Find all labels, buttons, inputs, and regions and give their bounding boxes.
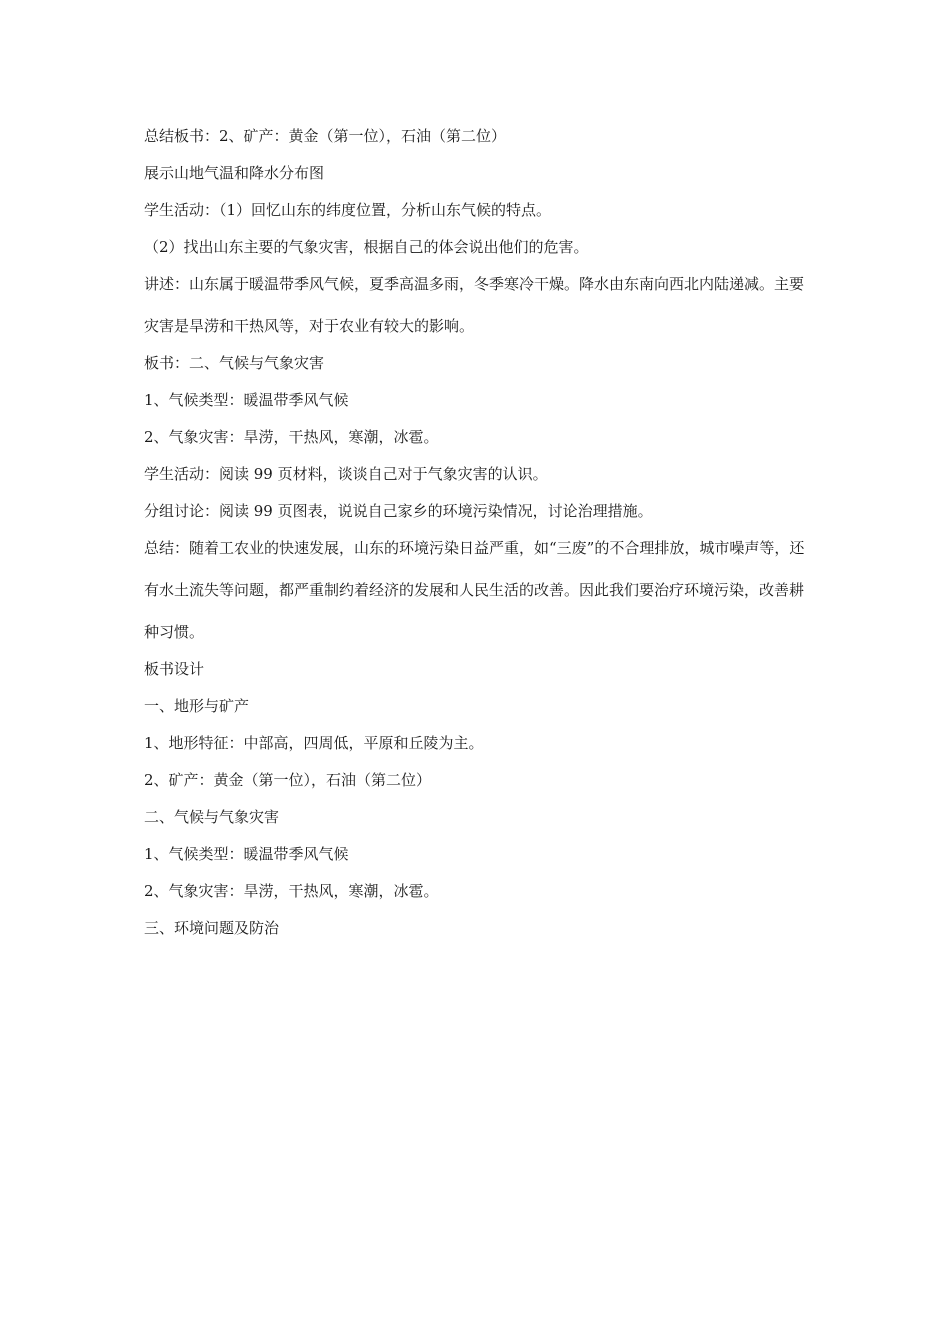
board-climate-heading: 板书：二、气候与气象灾害 (144, 354, 325, 372)
document-body (144, 122, 814, 951)
show-climate-map: 展示山地气温和降水分布图 (144, 164, 325, 182)
outline-climate-type: 1、气候类型：暖温带季风气候 (144, 845, 349, 863)
student-activity-1: 学生活动：（1）回忆山东的纬度位置，分析山东气候的特点。 (144, 201, 552, 219)
student-activity-reading: 学生活动：阅读 99 页材料，谈谈自己对于气象灾害的认识。 (144, 465, 548, 483)
summary-paragraph: 总结：随着工农业的快速发展，山东的环境污染日益严重，如“三废”的不合理排放，城市噪声等，还有水土流失等问题，都严重制约着经济的发展和人民生活的改善。因此我们要治疗环境污染，改善耕种习惯。 (144, 539, 805, 641)
outline-weather-disasters: 2、气象灾害：旱涝，干热风，寒潮，冰雹。 (144, 882, 439, 900)
summary-board-minerals: 总结板书：2、矿产：黄金（第一位），石油（第二位） (144, 127, 507, 145)
outline-climate-heading: 二、气候与气象灾害 (144, 808, 280, 826)
outline-terrain-features: 1、地形特征：中部高，四周低，平原和丘陵为主。 (144, 734, 484, 752)
group-discussion: 分组讨论：阅读 99 页图表，说说自己家乡的环境污染情况，讨论治理措施。 (144, 502, 653, 520)
board-design-heading: 板书设计 (144, 660, 205, 678)
outline-environment: 三、环境问题及防治 (144, 919, 280, 937)
climate-type: 1、气候类型：暖温带季风气候 (144, 391, 349, 409)
outline-minerals: 2、矿产：黄金（第一位），石油（第二位） (144, 771, 432, 789)
lecture-paragraph: 讲述：山东属于暖温带季风气候，夏季高温多雨，冬季寒冷干燥。降水由东南向西北内陆递减。主要灾害是旱涝和干热风等，对于农业有较大的影响。 (144, 275, 805, 335)
weather-disasters: 2、气象灾害：旱涝，干热风，寒潮，冰雹。 (144, 428, 439, 446)
outline-terrain-minerals: 一、地形与矿产 (144, 697, 250, 715)
student-activity-2: （2）找出山东主要的气象灾害，根据自己的体会说出他们的危害。 (144, 238, 589, 256)
